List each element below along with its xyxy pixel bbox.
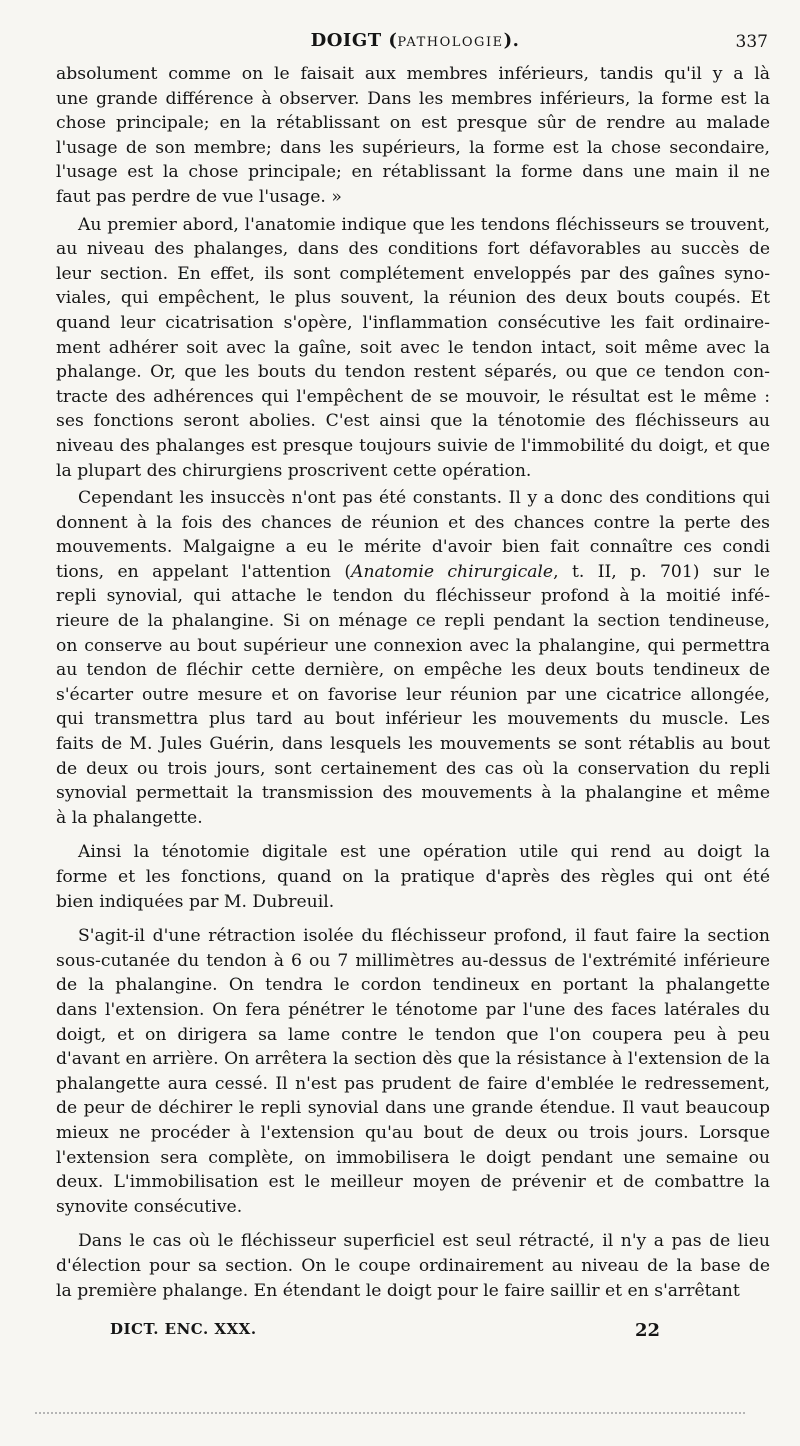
text-line: Cependant les insuccès n'ont pas été constants. Il y a donc des conditions qui (78, 488, 770, 509)
text-line: phalangette aura cessé. Il n'est pas prudent de faire d'emblée le redressement, (56, 1073, 770, 1094)
text-line: de deux ou trois jours, sont certainement des cas où la conservation du repli (56, 758, 770, 779)
text-line: sous-cutanée du tendon à 6 ou 7 millimètres au-dessus de l'extrémité inférieure (56, 950, 770, 971)
text-line: niveau des phalanges est presque toujours suivie de l'immobilité du doigt, et que (56, 435, 770, 456)
text-line: Au premier abord, l'anatomie indique que les tendons fléchisseurs se trouvent, (78, 214, 770, 235)
page-number: 337 (735, 32, 768, 52)
text-line: phalange. Or, que les bouts du tendon restent séparés, ou que ce tendon con- (56, 362, 770, 383)
text-line: donnent à la fois des chances de réunion et des chances contre la perte des (56, 512, 770, 533)
text-line: Ainsi la ténotomie digitale est une opération utile qui rend au doigt la (78, 842, 770, 863)
paragraph (56, 1229, 770, 1303)
text-line: mieux ne procéder à l'extension qu'au bout de deux ou trois jours. Lorsque (56, 1122, 770, 1143)
running-title (60, 30, 770, 51)
text-line: ment adhérer soit avec la gaîne, soit avec le tendon intact, soit même avec la (56, 337, 770, 358)
text-line: deux. L'immobilisation est le meilleur moyen de prévenir et de combattre la (56, 1172, 770, 1193)
text-line: quand leur cicatrisation s'opère, l'inflammation consécutive les fait ordinaire- (56, 312, 770, 333)
text-line: au tendon de fléchir cette dernière, on empêche les deux bouts tendineux de (56, 660, 770, 681)
text-line: Dans le cas où le fléchisseur superficiel est seul rétracté, il n'y a pas de lieu (78, 1231, 770, 1252)
paragraph-gap (56, 914, 770, 924)
text-line: S'agit-il d'une rétraction isolée du fléchisseur profond, il faut faire la section (78, 926, 770, 947)
book-title-italic: Anatomie chirurgicale (351, 561, 554, 582)
text-line: l'usage de son membre; dans les supérieurs, la forme est la chose secondaire, (56, 137, 770, 158)
text-line: l'extension sera complète, on immobilisera le doigt pendant une semaine ou (56, 1147, 770, 1168)
text-line: bien indiquées par M. Dubreuil. (56, 891, 335, 912)
text-line: la plupart des chirurgiens proscrivent cette opération. (56, 460, 532, 481)
running-head (60, 30, 770, 60)
text-line: doigt, et on dirigera sa lame contre le tendon que l'on coupera peu à peu (56, 1024, 770, 1045)
paragraph-gap (56, 1219, 770, 1229)
text-line: dans l'extension. On fera pénétrer le ténotome par l'une des faces latérales du (56, 999, 770, 1020)
text-line: synovial permettait la transmission des mouvements à la phalangine et même (56, 783, 770, 804)
running-title-main: DOIGT ( (310, 30, 398, 51)
signature-number: 22 (634, 1320, 660, 1341)
text-line: synovite consécutive. (56, 1196, 243, 1217)
text-line: leur section. En effet, ils sont complétement enveloppés par des gaînes syno- (56, 263, 770, 284)
printer-signature: DICT. ENC. XXX. (110, 1320, 257, 1338)
text-line: ses fonctions seront abolies. C'est ainsi que la ténotomie des fléchisseurs au (56, 411, 770, 432)
text-line: on conserve au bout supérieur une connexion avec la phalangine, qui permettra (56, 635, 770, 656)
page-footer (110, 1320, 690, 1350)
text-line: au niveau des phalanges, dans des conditions fort défavorables au succès de (56, 239, 770, 260)
text-line: faits de M. Jules Guérin, dans lesquels les mouvements se sont rétablis au bout (56, 734, 770, 755)
text-line: mouvements. Malgaigne a eu le mérite d'avoir bien fait connaître ces condi (56, 537, 770, 558)
running-title-subject: PATHOLOGIE (397, 35, 504, 50)
text-line: forme et les fonctions, quand on la pratique d'après des règles qui ont été (56, 867, 770, 887)
text-line: chose principale; en la rétablissant on est presque sûr de rendre au malade (56, 113, 770, 134)
text-line: l'usage est la chose principale; en rétablissant la forme dans une main il ne (56, 162, 770, 183)
paragraph-gap (56, 830, 770, 840)
text-line: rieure de la phalangine. Si on ménage ce repli pendant la section tendineuse, (56, 611, 770, 632)
bottom-rule (35, 1412, 745, 1416)
text-line: la première phalange. En étendant le doigt pour le faire saillir et en s'arrêtant (56, 1280, 740, 1301)
running-title-close: ). (503, 30, 520, 51)
paragraph (56, 62, 770, 210)
text-line: d'avant en arrière. On arrêtera la section dès que la résistance à l'extension de la (56, 1049, 770, 1070)
text-line: à la phalangette. (56, 807, 203, 828)
body-text (56, 62, 770, 1303)
text-line: absolument comme on le faisait aux membres inférieurs, tandis qu'il y a là (56, 64, 770, 84)
paragraph (56, 924, 770, 1219)
paragraph (56, 486, 770, 830)
text-line: une grande différence à observer. Dans les membres inférieurs, la forme est la (56, 88, 770, 109)
text-line: d'élection pour sa section. On le coupe ordinairement au niveau de la base de (56, 1255, 770, 1276)
text-line: faut pas perdre de vue l'usage. » (56, 186, 342, 207)
text-line: qui transmettra plus tard au bout inférieur les mouvements du muscle. Les (56, 709, 770, 730)
text-line: de peur de déchirer le repli synovial dans une grande étendue. Il vaut beaucoup (56, 1098, 770, 1119)
text-line: tracte des adhérences qui l'empêchent de se mouvoir, le résultat est le même : (56, 386, 770, 407)
text-line: repli synovial, qui attache le tendon du fléchisseur profond à la moitié infé- (56, 586, 770, 607)
text-line: de la phalangine. On tendra le cordon tendineux en portant la phalangette (56, 975, 770, 996)
text-line: viales, qui empêchent, le plus souvent, la réunion des deux bouts coupés. Et (56, 288, 770, 309)
text-line: tions, en appelant l'attention (Anatomie chirurgicale, t. II, p. 701) sur le (56, 561, 770, 582)
paragraph (56, 213, 770, 484)
paragraph (56, 840, 770, 914)
text-line: s'écarter outre mesure et on favorise leur réunion par une cicatrice allongée, (56, 684, 770, 705)
